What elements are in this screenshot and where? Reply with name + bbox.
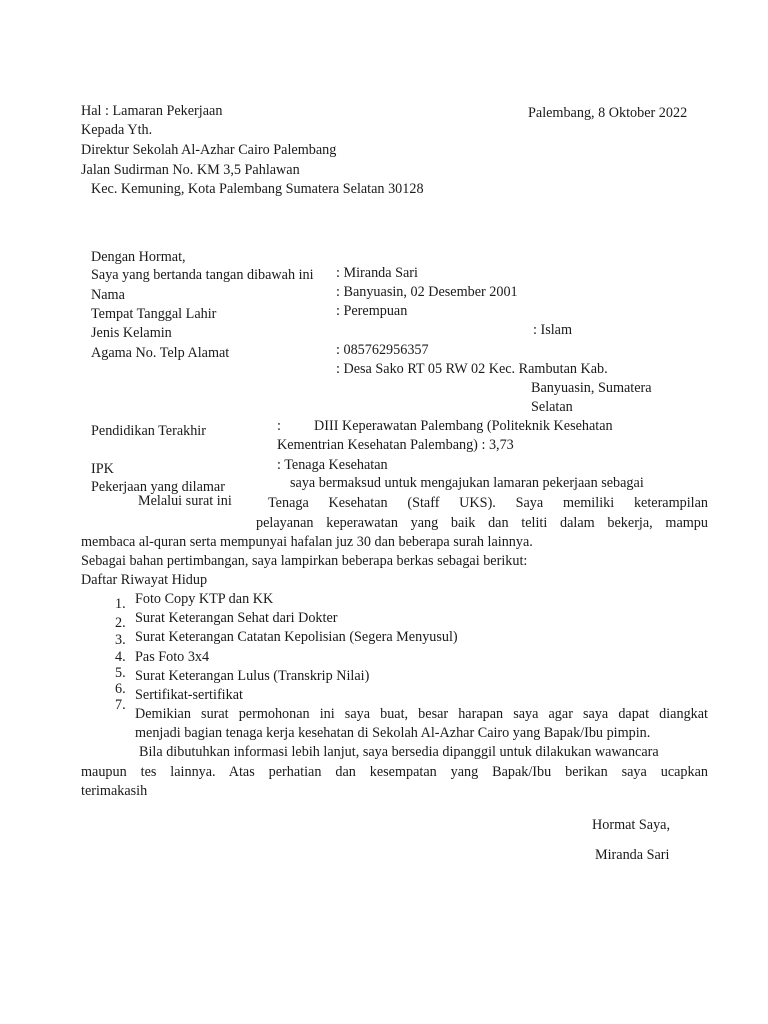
attachment-item-1: Foto Copy KTP dan KK xyxy=(135,591,274,607)
label-jenis-kelamin: Jenis Kelamin xyxy=(91,325,172,341)
attachment-item-5: Surat Keterangan Lulus (Transkrip Nilai) xyxy=(135,668,370,684)
signer-name: Miranda Sari xyxy=(595,847,670,863)
attachment-first-item: Daftar Riwayat Hidup xyxy=(81,572,208,588)
list-number-1: 1. xyxy=(115,596,126,612)
value-pekerjaan: : Tenaga Kesehatan xyxy=(277,457,388,473)
recipient-line-4: Kec. Kemuning, Kota Palembang Sumatera Selatan 30128 xyxy=(91,181,424,197)
value-pendidikan-line-1: DIII Keperawatan Palembang (Politeknik Kesehatan xyxy=(314,418,613,434)
label-nama: Nama xyxy=(91,287,125,303)
recipient-line-3: Jalan Sudirman No. KM 3,5 Pahlawan xyxy=(81,162,300,178)
value-nama: : Miranda Sari xyxy=(336,265,418,281)
body-p1-line-2: Tenaga Kesehatan (Staff UKS). Saya memiliki keterampilan xyxy=(268,495,708,511)
value-tempat-tanggal-lahir: : Banyuasin, 02 Desember 2001 xyxy=(336,284,518,300)
body-p2: Sebagai bahan pertimbangan, saya lampirkan beberapa berkas sebagai berikut: xyxy=(81,553,528,569)
label-pekerjaan-dilamar: Pekerjaan yang dilamar xyxy=(91,479,225,495)
attachment-item-3: Surat Keterangan Catatan Kepolisian (Segera Menyusul) xyxy=(135,629,458,645)
label-tempat-tanggal-lahir: Tempat Tanggal Lahir xyxy=(91,306,217,322)
subject-line: Hal : Lamaran Pekerjaan xyxy=(81,103,223,119)
list-number-3: 3. xyxy=(115,632,126,648)
list-number-7: 7. xyxy=(115,697,126,713)
body-p4-line-3: terimakasih xyxy=(81,783,148,799)
list-number-2: 2. xyxy=(115,615,126,631)
body-p4-line-1: Bila dibutuhkan informasi lebih lanjut, saya bersedia dipanggil untuk dilakukan wawancara xyxy=(139,744,659,760)
label-ipk: IPK xyxy=(91,461,114,477)
recipient-line-1: Kepada Yth. xyxy=(81,122,153,138)
body-p1-line-1: saya bermaksud untuk mengajukan lamaran pekerjaan sebagai xyxy=(290,475,644,491)
value-alamat-line-1: : Desa Sako RT 05 RW 02 Kec. Rambutan Kab. xyxy=(336,361,608,377)
body-p1-line-3: pelayanan keperawatan yang baik dan teliti dalam bekerja, mampu xyxy=(256,515,708,531)
value-pendidikan-line-2: Kementrian Kesehatan Palembang) : 3,73 xyxy=(277,437,514,453)
body-p1-prefix: Melalui surat ini xyxy=(138,493,232,509)
attachment-item-2: Surat Keterangan Sehat dari Dokter xyxy=(135,610,338,626)
recipient-line-2: Direktur Sekolah Al-Azhar Cairo Palembang xyxy=(81,142,337,158)
body-p3-line-2: menjadi bagian tenaga kerja kesehatan di Sekolah Al-Azhar Cairo yang Bapak/Ibu pimpin. xyxy=(135,725,651,741)
label-agama-telp-alamat: Agama No. Telp Alamat xyxy=(91,345,230,361)
list-number-5: 5. xyxy=(115,665,126,681)
value-alamat-line-2: Banyuasin, Sumatera xyxy=(531,380,652,396)
body-p3-line-1: Demikian surat permohonan ini saya buat, besar harapan saya agar saya dapat diangkat xyxy=(135,706,708,722)
letter-date: Palembang, 8 Oktober 2022 xyxy=(528,105,688,121)
list-number-6: 6. xyxy=(115,681,126,697)
greeting: Dengan Hormat, xyxy=(91,249,186,265)
value-telp: : 085762956357 xyxy=(336,342,429,358)
value-jenis-kelamin: : Perempuan xyxy=(336,303,408,319)
label-pendidikan-terakhir: Pendidikan Terakhir xyxy=(91,423,206,439)
closing-salutation: Hormat Saya, xyxy=(592,817,671,833)
value-alamat-line-3: Selatan xyxy=(531,399,573,415)
attachment-item-6: Sertifikat-sertifikat xyxy=(135,687,243,703)
attachment-item-4: Pas Foto 3x4 xyxy=(135,649,210,665)
list-number-4: 4. xyxy=(115,649,126,665)
value-agama: : Islam xyxy=(533,322,573,338)
body-p4-line-2: maupun tes lainnya. Atas perhatian dan kesempatan yang Bapak/Ibu berikan saya ucapkan xyxy=(81,764,708,780)
intro-line: Saya yang bertanda tangan dibawah ini xyxy=(91,267,314,283)
value-pendidikan-colon: : xyxy=(277,418,281,434)
body-p1-line-4: membaca al-quran serta mempunyai hafalan juz 30 dan beberapa surah lainnya. xyxy=(81,534,533,550)
